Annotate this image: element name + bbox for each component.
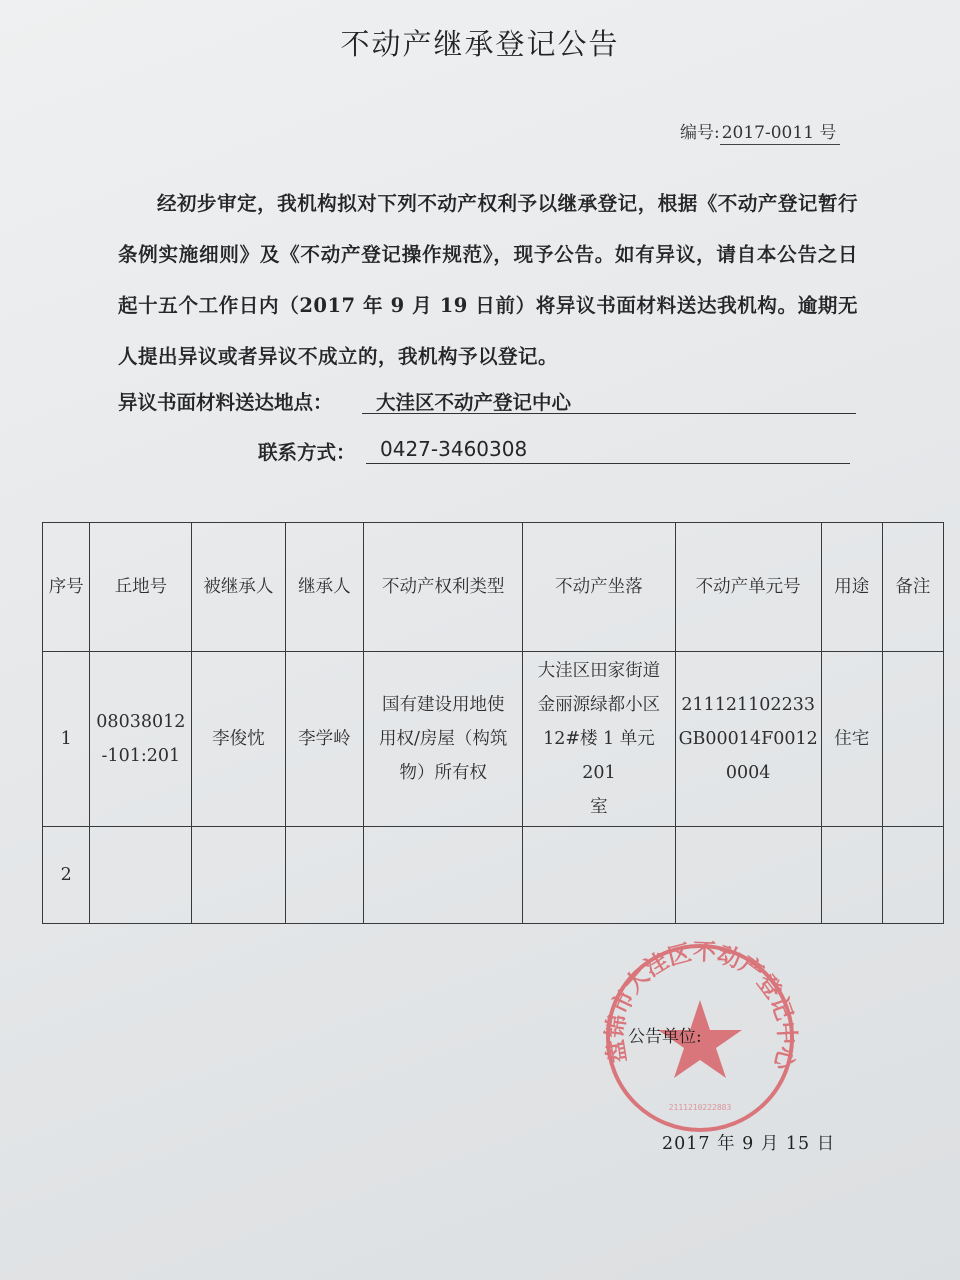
table-cell — [821, 827, 882, 924]
cell-text: 李俊忱 — [212, 729, 265, 749]
table-cell — [43, 827, 90, 924]
cell-text: 08038012 -101:201 — [96, 712, 186, 766]
cell-text: 2 — [60, 865, 72, 885]
document-number-value: 2017-0011 号 — [720, 123, 841, 145]
table-cell — [90, 652, 192, 827]
table-cell — [192, 827, 285, 924]
header-text: 不动产权利类型 — [381, 577, 505, 597]
contact-label: 联系方式： — [258, 441, 356, 464]
cell-text: 大洼区田家街道 金丽源绿都小区 12#楼 1 单元 201 室 — [537, 661, 661, 817]
table-header-cell — [90, 523, 192, 652]
table-cell — [882, 827, 943, 924]
cell-text: 住宅 — [834, 729, 870, 749]
table-header-cell — [192, 523, 285, 652]
table-header-cell — [364, 523, 523, 652]
table-cell — [43, 652, 90, 827]
table-header-cell — [285, 523, 364, 652]
contact-value: 0427-3460308 — [366, 437, 850, 464]
property-table — [42, 522, 944, 924]
table-header-cell — [43, 523, 90, 652]
table-cell — [285, 827, 364, 924]
table-cell — [90, 827, 192, 924]
document-number-label: 编号: — [680, 123, 720, 143]
table-header-cell — [523, 523, 675, 652]
table-cell — [882, 652, 943, 827]
cell-text: 1 — [60, 729, 72, 749]
objection-address-value: 大洼区不动产登记中心 — [362, 387, 856, 414]
header-text: 序号 — [48, 577, 84, 597]
header-text: 备注 — [895, 577, 931, 597]
table-header-cell — [675, 523, 821, 652]
header-text: 被继承人 — [203, 577, 274, 597]
table-header-cell — [882, 523, 943, 652]
table-row — [43, 652, 944, 827]
svg-text:2111210222883: 2111210222883 — [668, 1103, 732, 1112]
publisher-label: 公告单位: — [628, 1027, 702, 1047]
table-cell — [364, 827, 523, 924]
table-header-row — [43, 523, 944, 652]
header-text: 不动产坐落 — [555, 577, 643, 597]
header-text: 继承人 — [298, 577, 351, 597]
header-text: 丘地号 — [114, 577, 168, 597]
contact-row — [258, 437, 858, 467]
document-number — [680, 118, 840, 143]
table-cell — [364, 652, 523, 827]
table-row — [43, 827, 944, 924]
table-cell — [675, 827, 821, 924]
cell-text: 国有建设用地使 用权/房屋（构筑 物）所有权 — [379, 695, 508, 783]
table-cell — [821, 652, 882, 827]
table-cell — [523, 827, 675, 924]
objection-address-row — [118, 387, 863, 417]
cell-text: 李学岭 — [298, 729, 351, 749]
table-cell — [285, 652, 364, 827]
page-title: 不动产继承登记公告 — [340, 27, 620, 61]
objection-address-label: 异议书面材料送达地点： — [118, 391, 333, 414]
announcement-paragraph: 经初步审定，我机构拟对下列不动产权利予以继承登记，根据《不动产登记暂行条例实施细则》及《不动产登记操作规范》，现予公告。如有异议，请自本公告之日起十五个工作日内（2017 年 9 月 19 日前）将异议书面材料送达我机构。逾期无人提出异议或者异议不成立的，我机构予以登记。 — [118, 192, 858, 368]
table-header-cell — [821, 523, 882, 652]
cell-text: 211121102233 GB00014F0012 0004 — [678, 695, 818, 783]
seal-text: 盘锦市大洼区不动产登记中心 — [602, 939, 800, 1073]
header-text: 不动产单元号 — [695, 577, 801, 597]
announcement-date: 2017 年 9 月 15 日 — [662, 1134, 836, 1154]
table-cell — [523, 652, 675, 827]
table-cell — [192, 652, 285, 827]
table-cell — [675, 652, 821, 827]
header-text: 用途 — [834, 577, 870, 597]
